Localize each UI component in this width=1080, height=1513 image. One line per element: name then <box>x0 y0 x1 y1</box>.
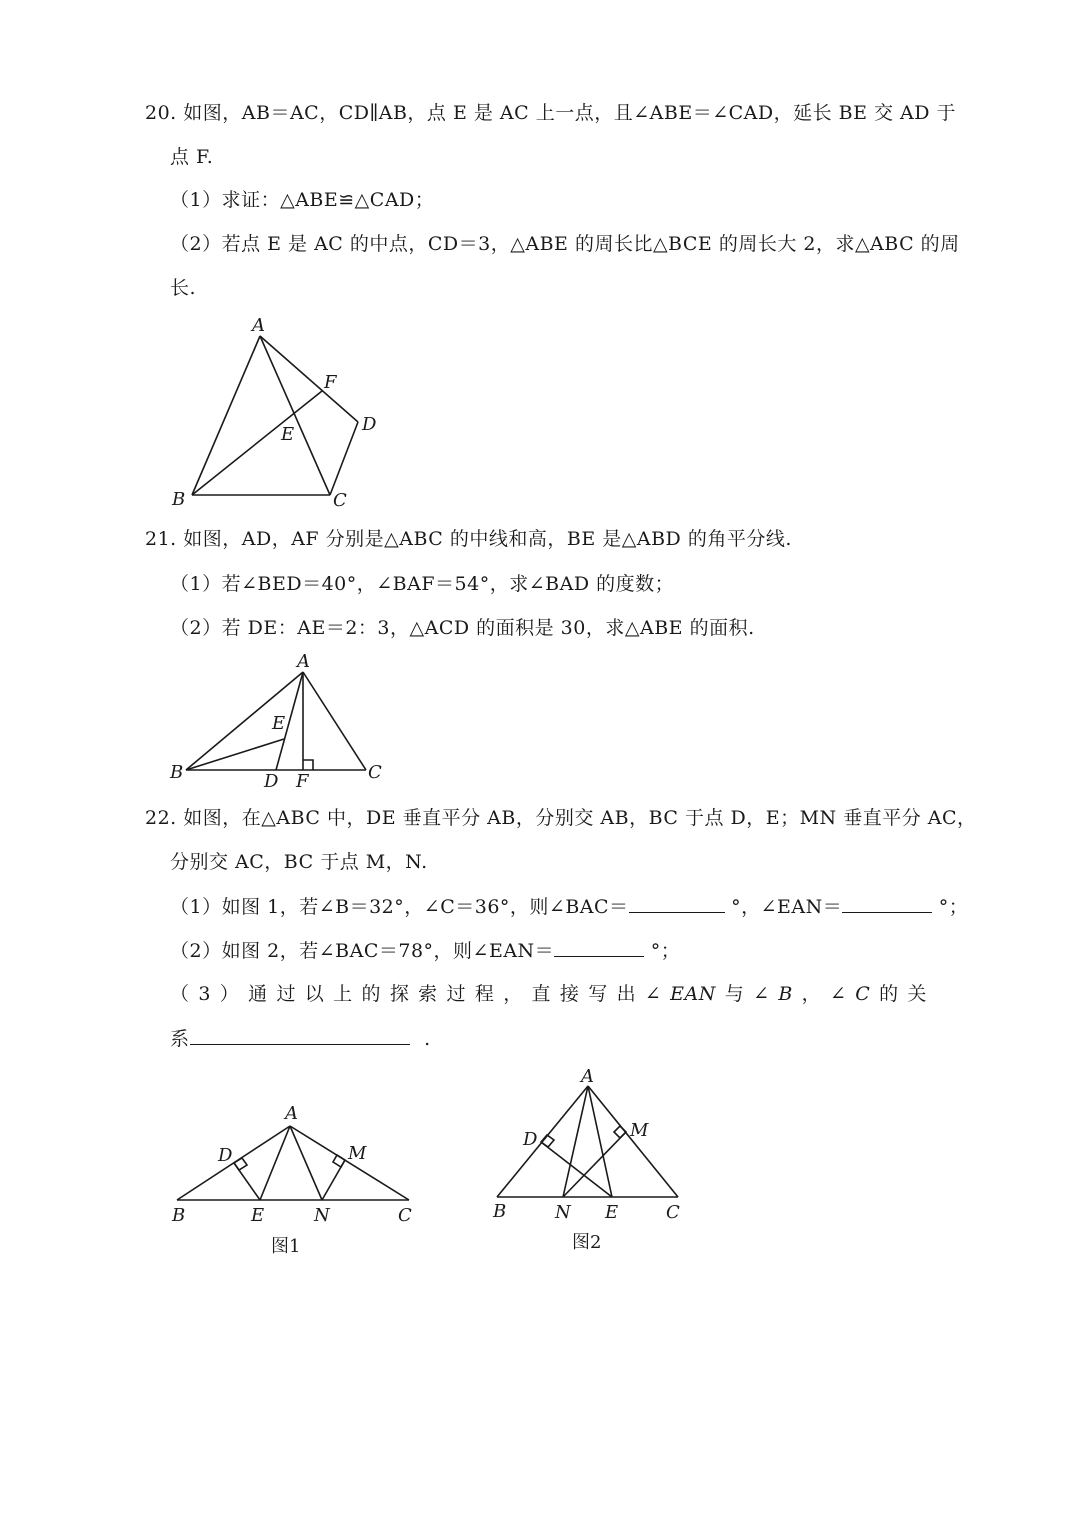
q22-stem-line1: 22. 如图，在△ABC 中，DE 垂直平分 AB，分别交 AB，BC 于点 D，E；MN 垂直平分 AC， <box>145 807 977 829</box>
q22-part3-char: 以 <box>304 983 325 1005</box>
q20-stem-line2: 点 F. <box>170 146 214 168</box>
q22-part3-char: 直 <box>531 983 552 1005</box>
q22-part2-blank-ean[interactable] <box>554 938 644 957</box>
q20-label-b: B <box>172 489 186 510</box>
q22-part3-char: ， <box>801 983 822 1005</box>
q22-part3-char: （ <box>170 983 190 1005</box>
q22-part3-char: ） <box>219 983 240 1005</box>
q22-fig1-label-n: N <box>314 1205 330 1226</box>
q22-part3-text-b: . <box>424 1028 431 1050</box>
q22-stem-line2: 分别交 AC，BC 于点 M，N. <box>170 851 428 873</box>
q21-label-d: D <box>264 771 279 792</box>
q20-part1: （1）求证：△ABE≌△CAD； <box>170 189 435 211</box>
q22-part3-char: ， <box>503 983 523 1005</box>
q20-stem-line1: 20. 如图，AB＝AC，CD∥AB，点 E 是 AC 上一点，且∠ABE＝∠CAD，延长 BE 交 AD 于 <box>145 102 957 124</box>
q22-fig2-label-c: C <box>666 1202 680 1223</box>
q22-fig2-label-m: M <box>630 1120 649 1141</box>
q22-fig1-lines <box>177 1126 409 1200</box>
q20-label-e: E <box>281 424 295 445</box>
q20-part2-line1: （2）若点 E 是 AC 的中点，CD＝3，△ABE 的周长比△BCE 的周长大 2，求△ABC 的周 <box>170 233 960 255</box>
q22-part1-text-a: （1）如图 1，若∠B＝32°，∠C＝36°，则∠BAC＝ <box>170 896 629 918</box>
q22-part3-char: ∠ <box>829 983 847 1005</box>
q22-part3-char: 探 <box>389 983 410 1005</box>
q22-part3-char: C <box>855 983 871 1005</box>
q22-part3-char: 过 <box>276 983 296 1005</box>
q22-fig2-label-d: D <box>523 1129 538 1150</box>
q22-part3-blank-relation[interactable] <box>190 1026 410 1045</box>
q20-label-a: A <box>252 315 265 336</box>
q20-part2-line2: 长. <box>170 277 197 299</box>
q22-part3-char: 过 <box>446 983 467 1005</box>
q22-part3-char: 的 <box>879 983 899 1005</box>
q22-fig1-label-a: A <box>285 1103 298 1124</box>
q22-part3-char: 出 <box>616 983 637 1005</box>
q22-fig1-label-m: M <box>348 1143 367 1164</box>
q21-stem: 21. 如图，AD，AF 分别是△ABC 的中线和高，BE 是△ABD 的角平分线. <box>145 528 792 550</box>
q21-label-f: F <box>296 771 309 792</box>
q21-label-b: B <box>170 762 184 783</box>
q21-part1: （1）若∠BED＝40°，∠BAF＝54°，求∠BAD 的度数； <box>170 573 675 595</box>
q22-part3-char: 程 <box>474 983 495 1005</box>
q22-part2-text-b: °； <box>650 940 681 962</box>
q22-fig2-label-b: B <box>493 1201 507 1222</box>
q22-part3-char: 接 <box>559 983 580 1005</box>
q21-label-e: E <box>272 713 286 734</box>
q22-part1-blank-ean[interactable] <box>842 894 932 913</box>
q22-part3-line1 <box>170 982 927 1006</box>
q22-fig1-label-d: D <box>218 1145 233 1166</box>
q22-part3-text-a: 系 <box>170 1028 190 1050</box>
q22-part3-char: 写 <box>588 983 608 1005</box>
q21-label-a: A <box>297 651 310 672</box>
q22-part3-char: 的 <box>361 983 381 1005</box>
q22-part3-char: ∠ <box>644 983 662 1005</box>
q22-part3-char: 索 <box>418 983 438 1005</box>
q22-fig1-label-b: B <box>172 1205 186 1226</box>
q22-part3-char: 上 <box>333 983 353 1005</box>
q22-part2-text-a: （2）如图 2，若∠BAC＝78°，则∠EAN＝ <box>170 940 555 962</box>
q22-part3-char: EAN <box>670 983 716 1005</box>
q22-fig1-caption: 图1 <box>271 1236 301 1257</box>
q22-part2 <box>170 938 680 963</box>
q22-fig1-label-c: C <box>398 1205 412 1226</box>
q22-fig2-label-a: A <box>581 1066 594 1087</box>
q22-part3-line2 <box>170 1026 431 1051</box>
q22-part1-text-b: °，∠EAN＝ <box>731 896 843 918</box>
q22-part3-char: 通 <box>248 983 268 1005</box>
q22-fig2-label-n: N <box>555 1202 571 1223</box>
q22-part3-char: ∠ <box>753 983 770 1005</box>
q22-part1-text-c: °； <box>938 896 969 918</box>
q22-part3-char: 3 <box>198 983 211 1005</box>
q22-fig1-label-e: E <box>251 1205 265 1226</box>
q22-part3-char: B <box>778 983 793 1005</box>
q20-label-f: F <box>324 372 337 393</box>
q20-label-c: C <box>333 490 347 511</box>
q22-part3-char: 与 <box>724 983 745 1005</box>
q21-label-c: C <box>368 762 382 783</box>
q20-label-d: D <box>362 414 377 435</box>
q20-figure-lines <box>192 336 358 495</box>
q22-fig2-caption: 图2 <box>572 1232 602 1253</box>
q21-part2: （2）若 DE：AE＝2：3，△ACD 的面积是 30，求△ABE 的面积. <box>170 617 755 639</box>
q22-fig2-label-e: E <box>605 1202 619 1223</box>
q22-part1-blank-bac[interactable] <box>629 894 725 913</box>
q22-part3-char: 关 <box>907 983 927 1005</box>
q22-part1 <box>170 894 968 919</box>
